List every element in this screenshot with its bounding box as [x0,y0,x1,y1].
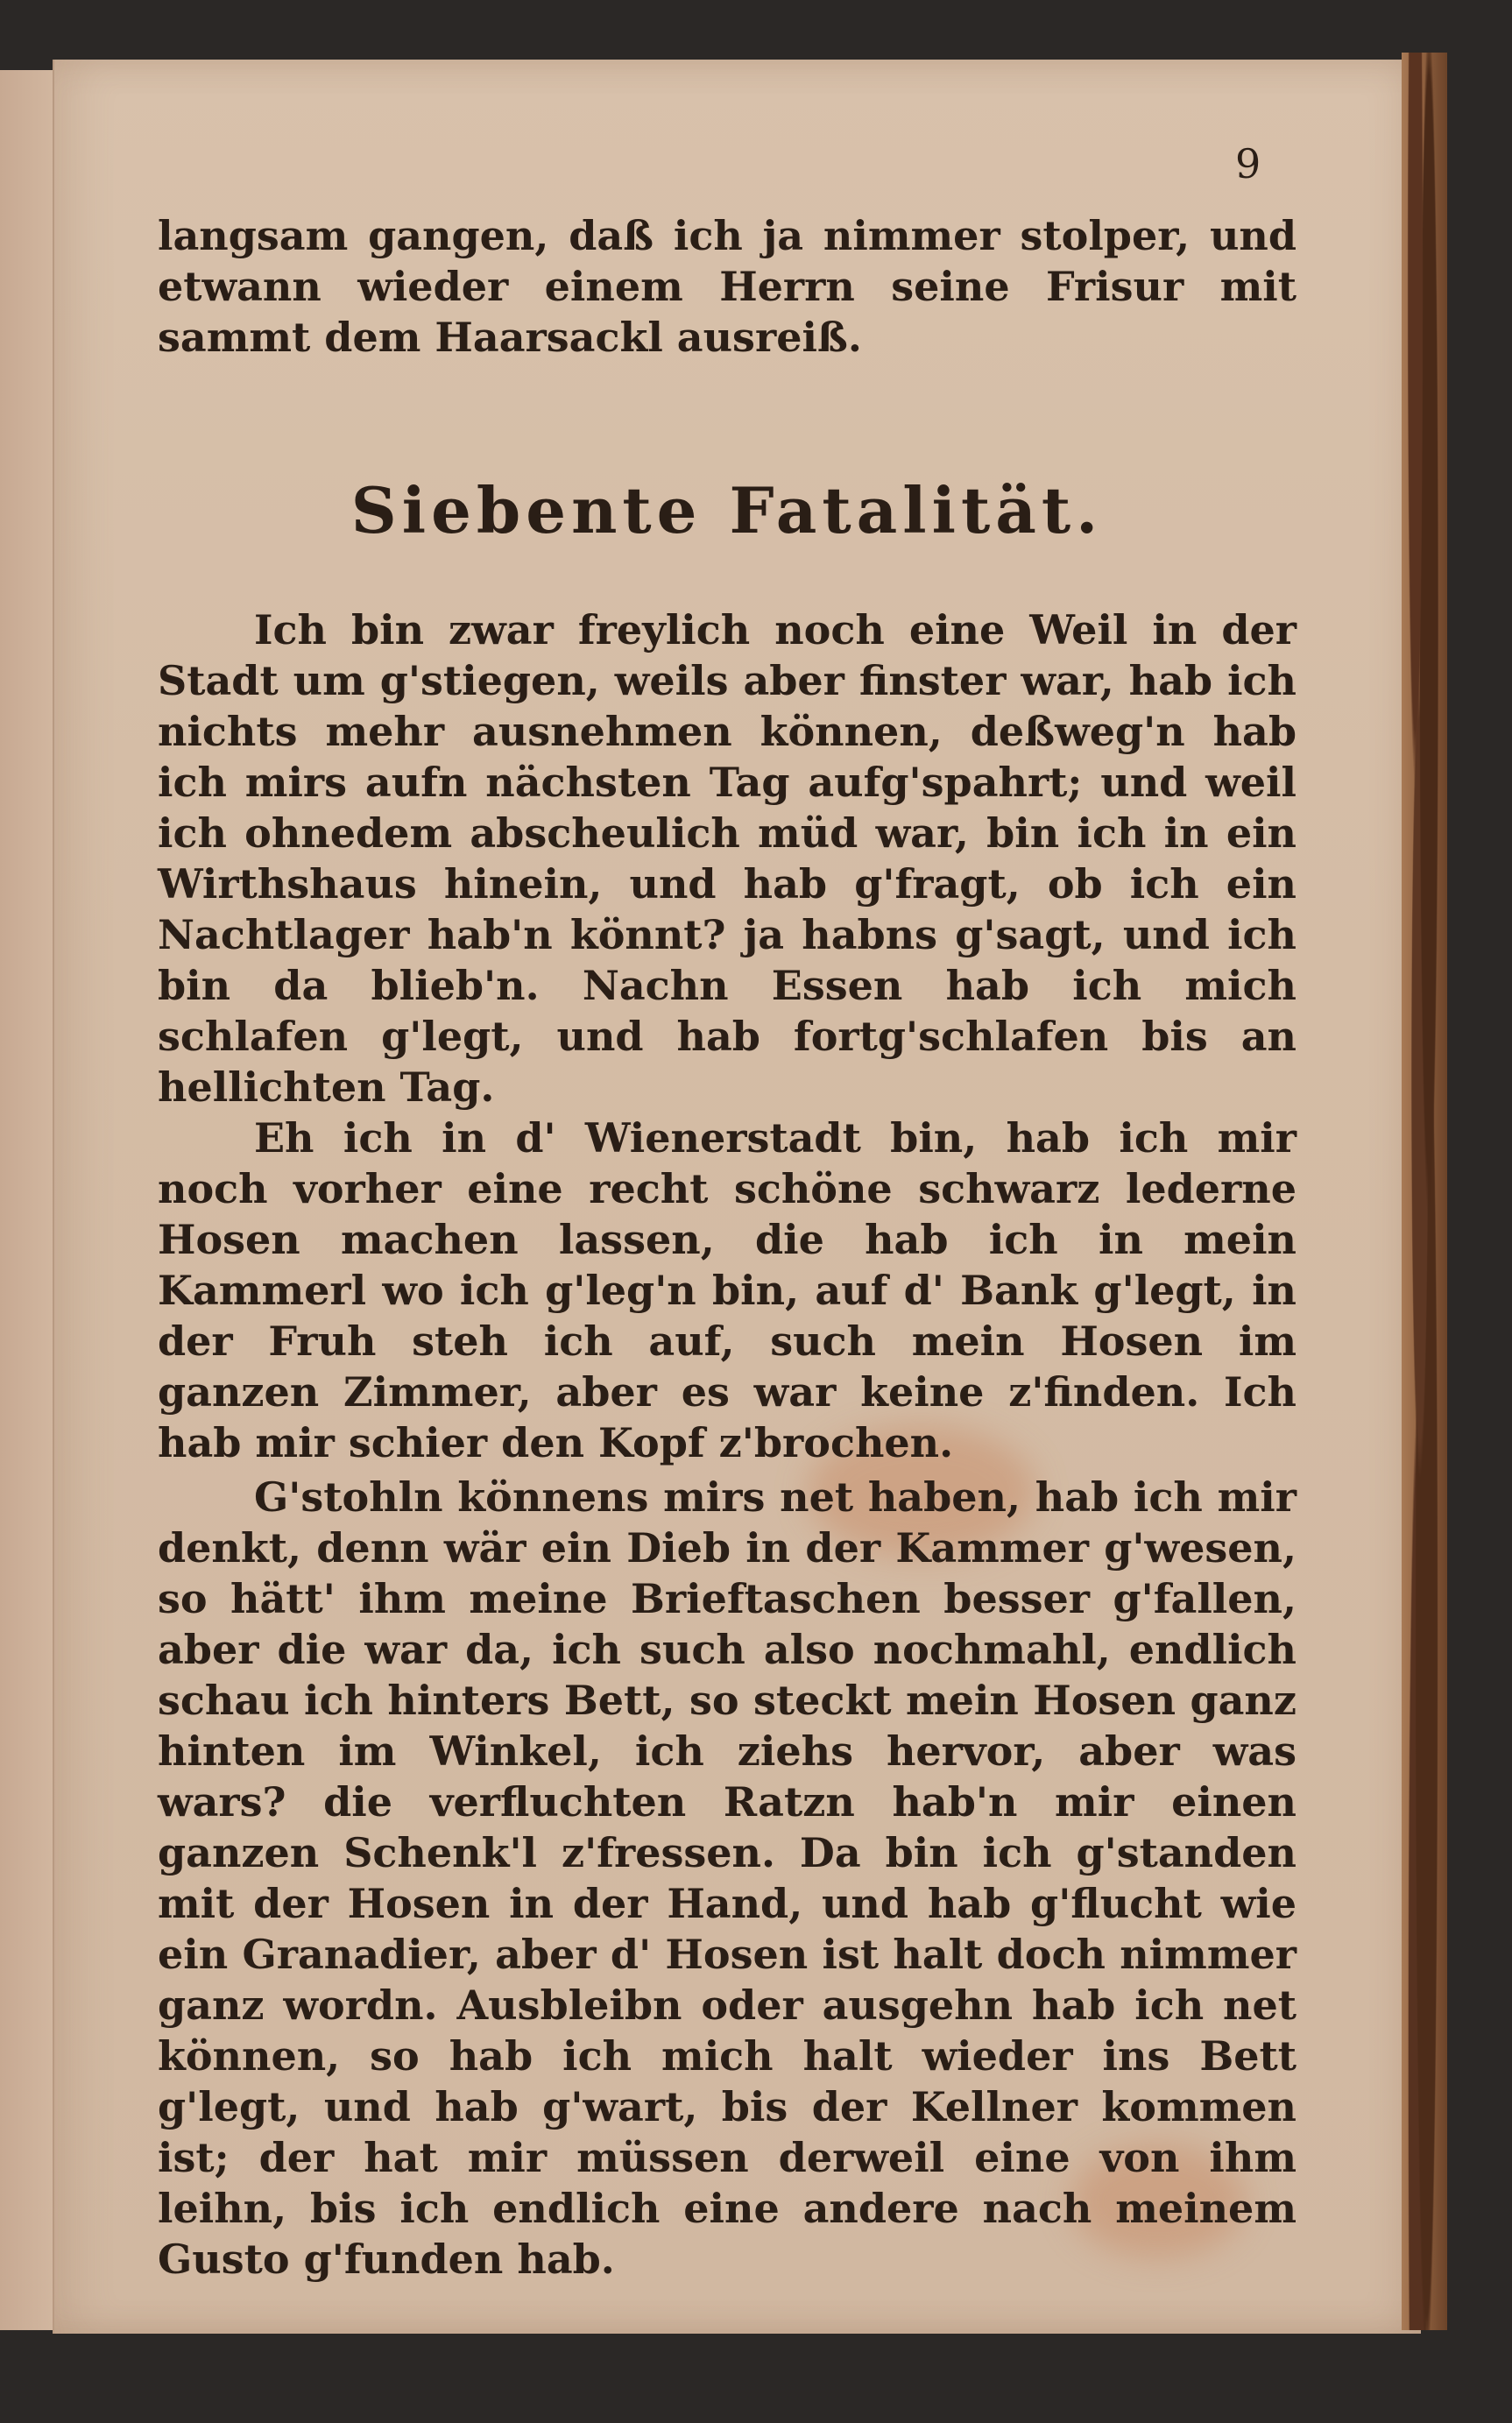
continuation-text [158,210,1297,363]
paragraph: Eh ich in d' Wienerstadt bin, hab ich mir noch vorher eine recht schöne schwarz lederne Hosen machen lassen, die hab ich in mein Kammerl wo ich g'leg'n bin, auf d' Bank g'legt, in der Fruh steh ich auf, such mein Hosen im ganzen Zimmer, aber es war keine z'finden. Ich hab mir schier den Kopf z'brochen. [158,1114,1297,1466]
chapter-title: Siebente Fatalität. [350,473,1104,547]
body-paragraph-3 [158,1472,1297,2285]
body-paragraph-1 [158,604,1297,1113]
page-edge-foxing [1402,53,1447,2330]
body-paragraph-2 [158,1113,1297,1468]
paragraph: Ich bin zwar freylich noch eine Weil in der Stadt um g'stiegen, weils aber finster war, hab ich nichts mehr ausnehmen können, deßweg'n hab ich mirs aufn nächsten Tag aufg'spahrt; und weil ich ohnedem abscheulich müd war, bin ich in ein Wirthshaus hinein, und hab g'fragt, ob ich ein Nachtlager hab'n könnt? ja habns g'sagt, und ich bin da blieb'n. Nachn Essen hab ich mich schlafen g'legt, und hab fortg'schlafen bis an hellichten Tag. [158,606,1297,1111]
paragraph: G'stohln könnens mirs net haben, hab ich mir denkt, denn wär ein Dieb in der Kammer g'wesen, so hätt' ihm meine Brieftaschen besser g'fallen, aber die war da, ich such also nochmahl, endlich schau ich hinters Bett, so steckt mein Hosen ganz hinten im Winkel, ich ziehs hervor, aber was wars? die verfluchten Ratzn hab'n mir einen ganzen Schenk'l z'fressen. Da bin ich g'standen mit der Hosen in der Hand, und hab g'flucht wie ein Granadier, aber d' Hosen ist halt doch nimmer ganz wordn. Ausbleibn oder ausgehn hab ich net können, so hab ich mich halt wieder ins Bett g'legt, und hab g'wart, bis der Kellner kommen ist; der hat mir müssen derweil eine von ihm leihn, bis ich endlich eine andere nach meinem Gusto g'funden hab. [158,1473,1297,2283]
paragraph: langsam gangen, daß ich ja nimmer stolper, und etwann wieder einem Herrn seine Frisur mit sammt dem Haarsackl ausreiß. [158,212,1297,361]
page-number: 9 [1235,140,1261,187]
